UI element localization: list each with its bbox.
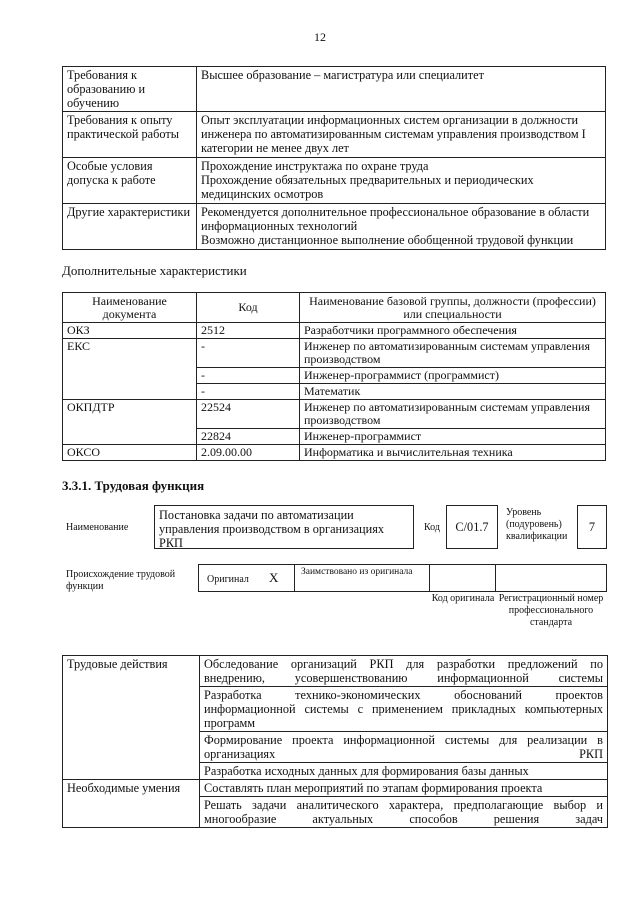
table-row bbox=[63, 112, 606, 158]
page-number: 12 bbox=[314, 30, 326, 44]
table-row bbox=[63, 445, 606, 461]
code-original-box bbox=[429, 564, 496, 592]
table-row bbox=[63, 204, 606, 250]
code-cell: 22824 bbox=[197, 429, 300, 445]
requirement-value: Высшее образование – магистратура или специалитет bbox=[197, 67, 606, 112]
table-row bbox=[63, 780, 608, 797]
requirement-label: Особые условия допуска к работе bbox=[63, 158, 197, 204]
table-row bbox=[63, 656, 608, 687]
table-row bbox=[63, 323, 606, 339]
code-value: C/01.7 bbox=[455, 519, 489, 534]
name-cell: Математик bbox=[300, 384, 606, 400]
requirement-value bbox=[197, 204, 606, 250]
requirement-value-line: Возможно дистанционное выполнение обобщенной трудовой функции bbox=[201, 233, 574, 247]
requirement-value-line: Прохождение обязательных предварительных и периодических медицинских осмотров bbox=[201, 173, 534, 201]
requirement-value bbox=[197, 158, 606, 204]
skill-item: Решать задачи аналитического характера, предполагающие выбор и многообразие актуальных способов решения задач bbox=[200, 797, 608, 828]
code-cell: - bbox=[197, 339, 300, 368]
header-code: Код bbox=[197, 293, 300, 323]
doc-cell: ЕКС bbox=[63, 339, 197, 400]
action-item: Обследование организаций РКП для разработки предложений по внедрению, усовершенствованию информационной системы bbox=[200, 656, 608, 687]
reg-number-box bbox=[495, 564, 607, 592]
action-item: Формирование проекта информационной системы для реализации в организациях РКП bbox=[200, 732, 608, 763]
action-item: Разработка исходных данных для формирования базы данных bbox=[200, 763, 608, 780]
original-box bbox=[198, 564, 295, 592]
code-label: Код bbox=[424, 522, 440, 533]
action-item: Разработка технико-экономических обоснований проектов информационной системы с применением прикладных компьютерных программ bbox=[200, 687, 608, 732]
actions-table bbox=[62, 655, 608, 828]
name-cell: Инженер по автоматизированным системам управления производством bbox=[300, 339, 606, 368]
original-mark: X bbox=[269, 570, 279, 585]
header-doc: Наименование документа bbox=[63, 293, 197, 323]
requirement-label: Требования к опыту практической работы bbox=[63, 112, 197, 158]
table-row bbox=[63, 67, 606, 112]
requirement-value-line: Рекомендуется дополнительное профессиональное образование в области информационных технологий bbox=[201, 205, 590, 233]
code-box bbox=[446, 505, 498, 549]
requirement-label: Требования к образованию и обучению bbox=[63, 67, 197, 112]
name-cell: Инженер-программист (программист) bbox=[300, 368, 606, 384]
table-header-row bbox=[63, 293, 606, 323]
table-row bbox=[63, 339, 606, 368]
level-value: 7 bbox=[588, 519, 596, 534]
requirement-label: Другие характеристики bbox=[63, 204, 197, 250]
code-cell: - bbox=[197, 368, 300, 384]
requirements-table bbox=[62, 66, 606, 250]
section-heading: 3.3.1. Трудовая функция bbox=[62, 478, 205, 493]
origin-label: Происхождение трудовой функции bbox=[66, 569, 176, 592]
header-name: Наименование базовой группы, должности (профессии) или специальности bbox=[300, 293, 606, 323]
doc-cell: ОКЗ bbox=[63, 323, 197, 339]
additional-title: Дополнительные характеристики bbox=[62, 263, 247, 278]
doc-cell: ОКПДТР bbox=[63, 400, 197, 445]
level-box bbox=[577, 505, 607, 549]
reg-number-label: Регистрационный номер профессионального стандарта bbox=[498, 593, 604, 628]
skill-item: Составлять план мероприятий по этапам формирования проекта bbox=[200, 780, 608, 797]
name-cell: Разработчики программного обеспечения bbox=[300, 323, 606, 339]
code-cell: - bbox=[197, 384, 300, 400]
name-label: Наименование bbox=[66, 522, 129, 533]
table-row bbox=[63, 400, 606, 429]
code-cell: 2.09.00.00 bbox=[197, 445, 300, 461]
code-cell: 22524 bbox=[197, 400, 300, 429]
code-cell: 2512 bbox=[197, 323, 300, 339]
table-row bbox=[63, 158, 606, 204]
name-cell: Инженер по автоматизированным системам управления производством bbox=[300, 400, 606, 429]
requirement-value-line: Прохождение инструктажа по охране труда bbox=[201, 159, 429, 173]
name-cell: Информатика и вычислительная техника bbox=[300, 445, 606, 461]
function-name-box bbox=[154, 505, 414, 549]
additional-table bbox=[62, 292, 606, 461]
actions-label: Трудовые действия bbox=[63, 656, 200, 780]
borrowed-box bbox=[294, 564, 430, 592]
name-cell: Инженер-программист bbox=[300, 429, 606, 445]
borrowed-label: Заимствовано из оригинала bbox=[301, 567, 413, 577]
level-label: Уровень (подуровень) квалификации bbox=[506, 507, 568, 542]
skills-label: Необходимые умения bbox=[63, 780, 200, 828]
original-label: Оригинал bbox=[207, 574, 249, 585]
doc-cell: ОКСО bbox=[63, 445, 197, 461]
code-original-label: Код оригинала bbox=[431, 593, 495, 604]
requirement-value: Опыт эксплуатации информационных систем организации в должности инженера по автоматизированным системам управления производством I категории не менее двух лет bbox=[197, 112, 606, 158]
function-name-value: Постановка задачи по автоматизации управления производством в организациях РКП bbox=[159, 508, 385, 550]
